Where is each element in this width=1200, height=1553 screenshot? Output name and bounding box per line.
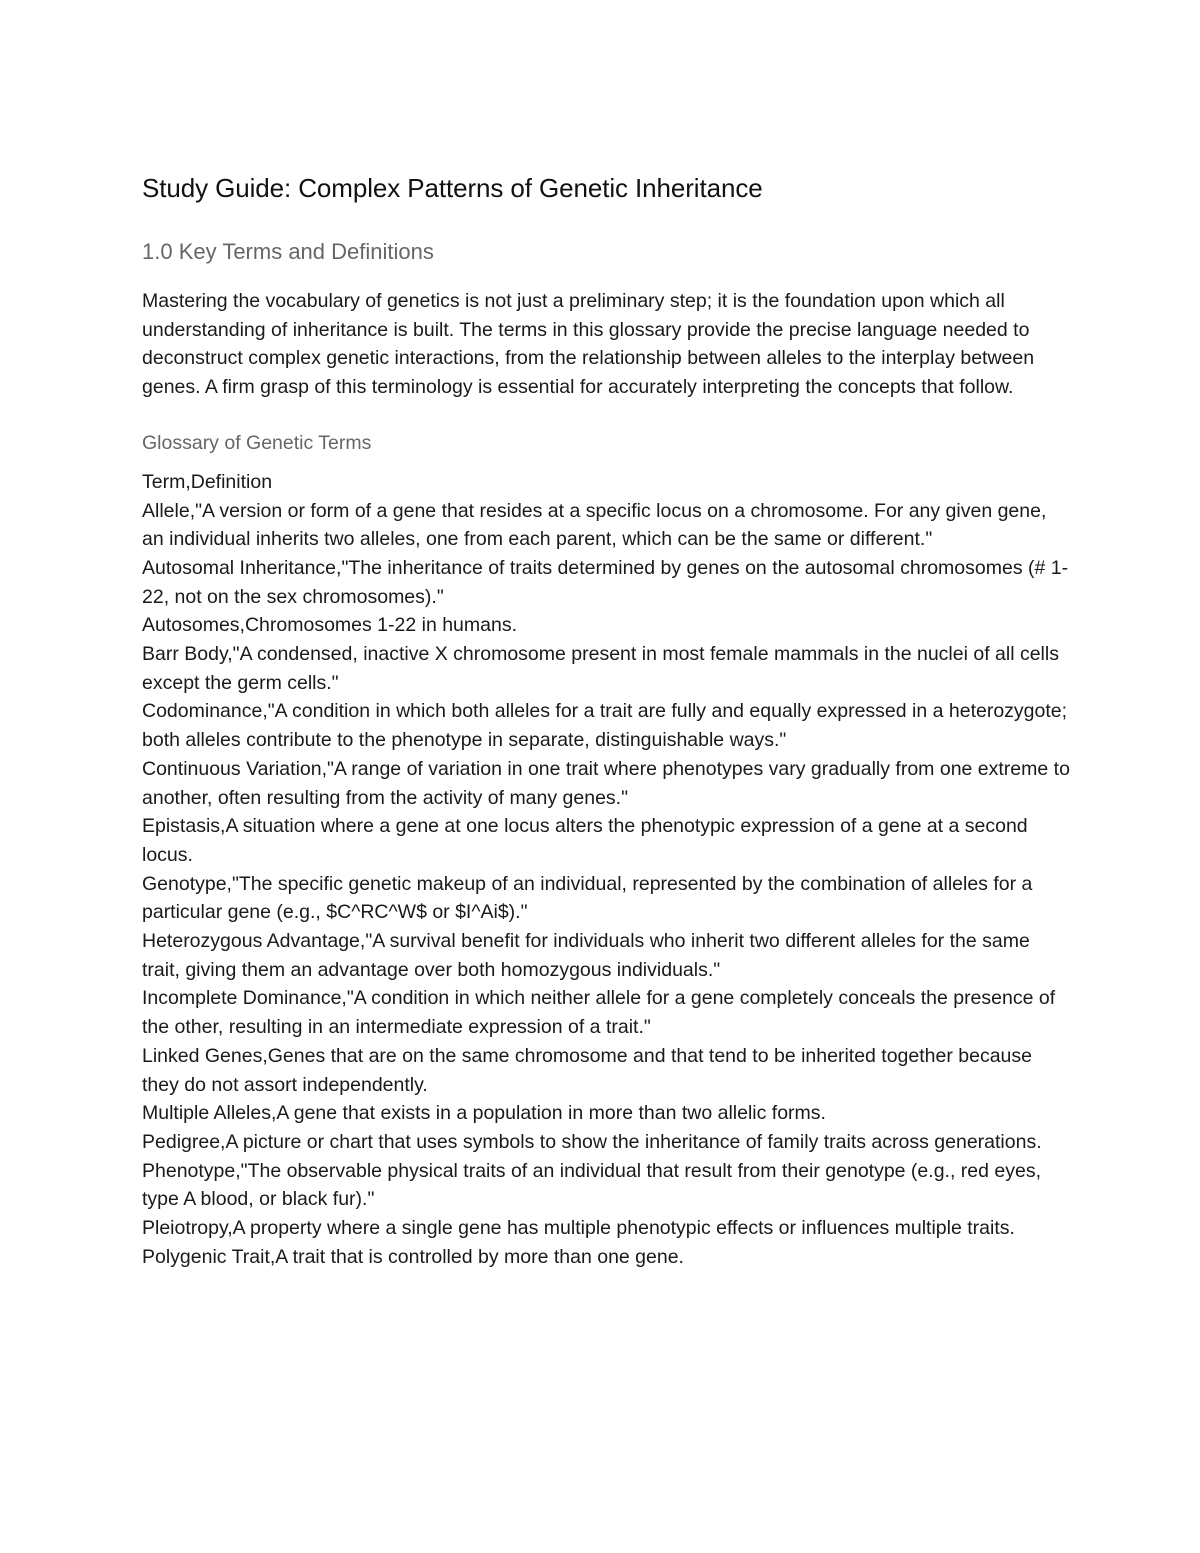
glossary-row-autosomal-inheritance: Autosomal Inheritance,"The inheritance of traits determined by genes on the autosomal chromosomes (# 1-22, not on the sex chromosomes)." bbox=[142, 556, 1069, 608]
glossary-row-phenotype: Phenotype,"The observable physical traits of an individual that result from their genotype (e.g., red eyes, type A blood, or black fur)." bbox=[142, 1159, 1041, 1211]
glossary-row-multiple-alleles: Multiple Alleles,A gene that exists in a population in more than two allelic forms. bbox=[142, 1102, 826, 1125]
glossary-row-genotype: Genotype,"The specific genetic makeup of an individual, represented by the combination of alleles for a particular gene (e.g., $C^RC^W$ or $I^Ai$)." bbox=[142, 872, 1033, 924]
glossary-row-pleiotropy: Pleiotropy,A property where a single gene has multiple phenotypic effects or influences multiple traits. bbox=[142, 1217, 1015, 1240]
glossary-header-row: Term,Definition bbox=[142, 470, 273, 493]
glossary-row-codominance: Codominance,"A condition in which both alleles for a trait are fully and equally expressed in a heterozygote; both alleles contribute to the phenotype in separate, distinguishable ways." bbox=[142, 700, 1068, 752]
intro-paragraph: Mastering the vocabulary of genetics is not just a preliminary step; it is the foundation upon which all understanding of inheritance is built. The terms in this glossary provide the precise language needed to deconstruct complex genetic interactions, from the relationship between alleles to the interplay between genes. A firm grasp of this terminology is essential for accurately interpreting the concepts that follow. bbox=[142, 290, 1035, 399]
glossary-row-linked-genes: Linked Genes,Genes that are on the same chromosome and that tend to be inherited together because they do not assort independently. bbox=[142, 1044, 1032, 1096]
section-heading: 1.0 Key Terms and Definitions bbox=[142, 239, 434, 264]
glossary-row-allele: Allele,"A version or form of a gene that resides at a specific locus on a chromosome. For any given gene, an individual inherits two alleles, one from each parent, which can be the same or different." bbox=[142, 499, 1047, 551]
glossary-row-polygenic-trait: Polygenic Trait,A trait that is controlled by more than one gene. bbox=[142, 1245, 684, 1268]
glossary-row-heterozygous-advantage: Heterozygous Advantage,"A survival benefit for individuals who inherit two different alleles for the same trait, giving them an advantage over both homozygous individuals." bbox=[142, 930, 1030, 981]
glossary-list bbox=[142, 468, 1072, 1272]
glossary-row-pedigree: Pedigree,A picture or chart that uses symbols to show the inheritance of family traits across generations. bbox=[142, 1130, 1042, 1153]
glossary-row-autosomes: Autosomes,Chromosomes 1-22 in humans. bbox=[142, 614, 518, 637]
glossary-row-barr-body: Barr Body,"A condensed, inactive X chromosome present in most female mammals in the nuclei of all cells except the germ cells." bbox=[142, 643, 1059, 694]
glossary-row-incomplete-dominance: Incomplete Dominance,"A condition in which neither allele for a gene completely conceals the presence of the other, resulting in an intermediate expression of a trait." bbox=[142, 987, 1056, 1039]
glossary-heading: Glossary of Genetic Terms bbox=[142, 431, 372, 454]
glossary-row-epistasis: Epistasis,A situation where a gene at one locus alters the phenotypic expression of a gene at a second locus. bbox=[142, 815, 1028, 866]
document-page bbox=[142, 168, 1072, 1272]
glossary-row-continuous-variation: Continuous Variation,"A range of variation in one trait where phenotypes vary gradually from one extreme to another, often resulting from the activity of many genes." bbox=[142, 757, 1070, 809]
document-title: Study Guide: Complex Patterns of Genetic Inheritance bbox=[142, 173, 763, 203]
